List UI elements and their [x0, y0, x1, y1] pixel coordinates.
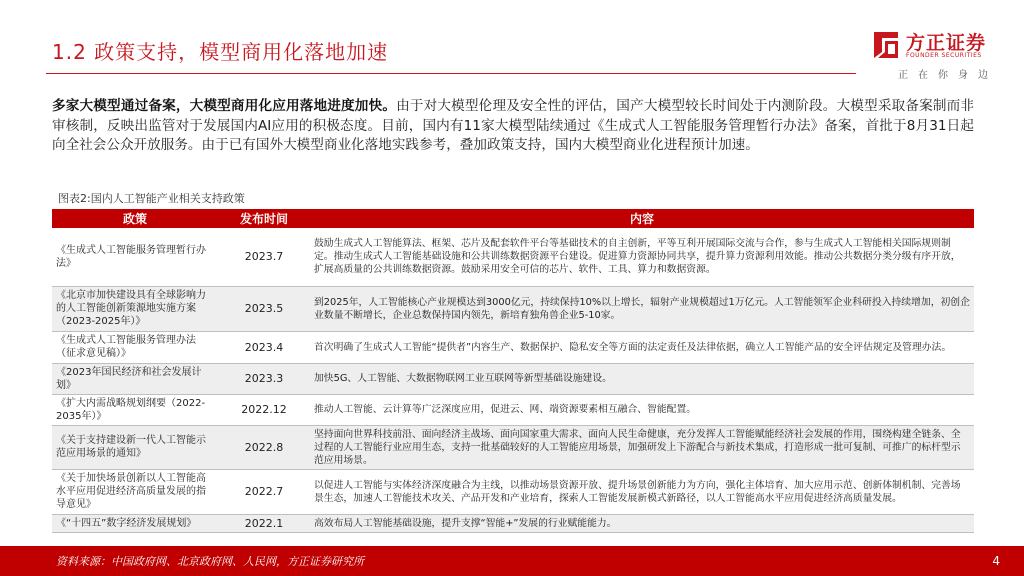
founder-logo-icon	[870, 30, 902, 60]
logo-motto: 正在你身边	[898, 70, 998, 81]
content-cell: 坚持面向世界科技前沿、面向经济主战场、面向国家重大需求、面向人民生命健康，充分发挥人工智能赋能经济社会发展的作用，围绕构建全链条、全过程的人工智能行业应用生态，支持一批基础较好的人工智能应用场景，加强研发上下游配合与新技术集成，打造形成一批可复制、可推广的标杆型示范应用场景。	[310, 425, 974, 469]
logo-text-cn: 方正证券	[906, 32, 987, 54]
policy-cell: 《关于支持建设新一代人工智能示范应用场景的通知》	[52, 425, 218, 469]
table-row	[52, 286, 974, 331]
policy-cell: 《生成式人工智能服务管理暂行办法》	[52, 228, 218, 286]
table-row	[52, 514, 974, 532]
date-cell: 2022.7	[218, 469, 310, 514]
content-cell: 鼓励生成式人工智能算法、框架、芯片及配套软件平台等基础技术的自主创新，平等互利开展国际交流与合作，参与生成式人工智能相关国际规则制定。推动生成式人工智能基础设施和公共训练数据资源平台建设。促进算力资源协同共享，提升算力资源利用效能。推动公共数据分类分级有序开放，扩展高质量的公共训练数据资源。鼓励采用安全可信的芯片、软件、工具、算力和数据资源。	[310, 228, 974, 286]
policy-cell: 《扩大内需战略规划纲要（2022-2035年）》	[52, 394, 218, 425]
table-row	[52, 228, 974, 286]
policy-cell: 《2023年国民经济和社会发展计划》	[52, 363, 218, 394]
header-date: 发布时间	[218, 209, 310, 228]
content-cell: 到2025年，人工智能核心产业规模达到3000亿元，持续保持10%以上增长，辐射产业规模超过1万亿元。人工智能领军企业科研投入持续增加，初创企业数量不断增长，企业总数保持国内领先，新培育独角兽企业5-10家。	[310, 286, 974, 331]
date-cell: 2023.7	[218, 228, 310, 286]
date-cell: 2023.5	[218, 286, 310, 331]
logo-text-en: FOUNDER SECURITIES	[906, 52, 982, 59]
intro-paragraph	[52, 97, 974, 156]
intro-body: 由于对大模型伦理及安全性的评估，国产大模型较长时间处于内测阶段。大模型采取备案制而非审核制，反映出监管对于发展国内AI应用的积极态度。目前，国内有11家大模型陆续通过《生成式人工智能服务管理暂行办法》备案，首批于8月31日起向全社会公众开放服务。由于已有国外大模型商业化落地实践参考，叠加政策支持，国内大模型商业化进程预计加速。	[52, 98, 974, 153]
date-cell: 2023.4	[218, 331, 310, 363]
policy-cell: 《“十四五”数字经济发展规划》	[52, 514, 218, 532]
date-cell: 2022.1	[218, 514, 310, 532]
table-header-row	[52, 209, 974, 228]
table-row	[52, 469, 974, 514]
date-cell: 2022.12	[218, 394, 310, 425]
policy-cell: 《生成式人工智能服务管理办法（征求意见稿）》	[52, 331, 218, 363]
policy-cell: 《关于加快场景创新以人工智能高水平应用促进经济高质量发展的指导意见》	[52, 469, 218, 514]
header-divider	[46, 73, 856, 74]
intro-bold-lead: 多家大模型通过备案，大模型商用化应用落地进度加快。	[52, 98, 397, 114]
content-cell: 推动人工智能、云计算等广泛深度应用，促进云、网、端资源要素相互融合、智能配置。	[310, 394, 974, 425]
source-note: 资料来源：中国政府网、北京政府网、人民网，方正证券研究所	[56, 555, 364, 568]
header-content: 内容	[310, 209, 974, 228]
policy-cell: 《北京市加快建设具有全球影响力的人工智能创新策源地实施方案（2023-2025年）》	[52, 286, 218, 331]
header-policy: 政策	[52, 209, 218, 228]
content-cell: 高效布局人工智能基础设施，提升支撑“智能+”发展的行业赋能能力。	[310, 514, 974, 532]
policy-table	[52, 209, 974, 533]
page-number: 4	[992, 554, 1000, 568]
content-cell: 首次明确了生成式人工智能“提供者”内容生产、数据保护、隐私安全等方面的法定责任及法律依据，确立人工智能产品的安全评估规定及管理办法。	[310, 331, 974, 363]
date-cell: 2022.8	[218, 425, 310, 469]
table-caption: 图表2:国内人工智能产业相关支持政策	[58, 192, 245, 205]
table-row	[52, 331, 974, 363]
founder-logo	[870, 24, 1000, 84]
date-cell: 2023.3	[218, 363, 310, 394]
content-cell: 加快5G、人工智能、大数据物联网工业互联网等新型基础设施建设。	[310, 363, 974, 394]
table-row	[52, 425, 974, 469]
page-title: 1.2 政策支持，模型商用化落地加速	[52, 40, 389, 64]
content-cell: 以促进人工智能与实体经济深度融合为主线，以推动场景资源开放、提升场景创新能力为方向，强化主体培育、加大应用示范、创新体制机制、完善场景生态，加速人工智能技术攻关、产品开发和产业培育，探索人工智能发展新模式新路径，以人工智能高水平应用促进经济高质量发展。	[310, 469, 974, 514]
table-row	[52, 363, 974, 394]
table-row	[52, 394, 974, 425]
